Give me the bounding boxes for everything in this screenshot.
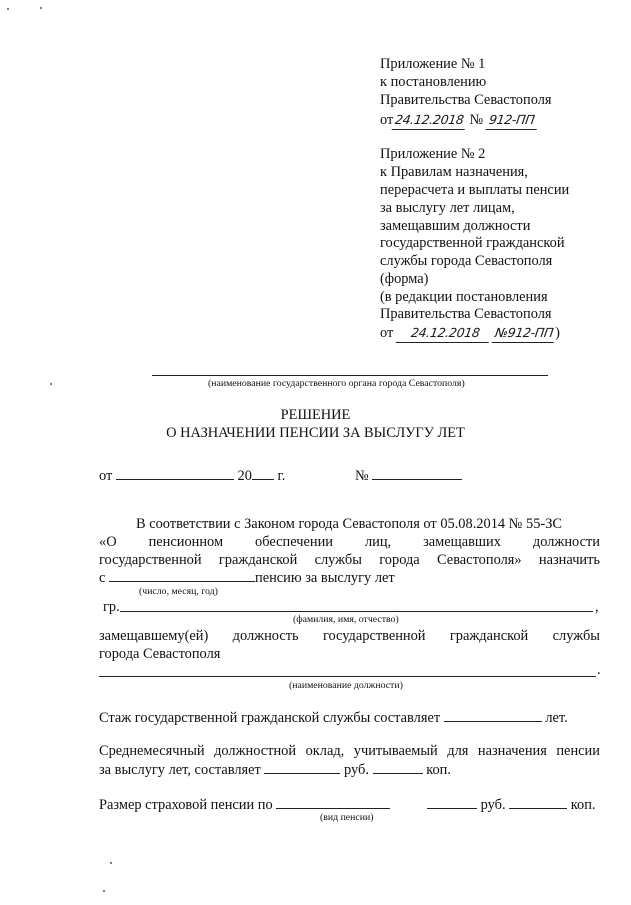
decision-date-row bbox=[99, 467, 285, 486]
caption-pension-type: (вид пенсии) bbox=[320, 812, 374, 823]
word: пенсии bbox=[556, 743, 600, 759]
scan-speck bbox=[40, 7, 42, 9]
scan-speck bbox=[110, 862, 112, 864]
decision-number-blank bbox=[372, 467, 462, 480]
word: службы bbox=[552, 628, 600, 644]
service-length-row bbox=[99, 709, 568, 728]
scan-speck bbox=[50, 383, 52, 385]
handwritten-date: 24.12.2018 bbox=[396, 324, 491, 343]
scan-speck bbox=[103, 890, 105, 892]
date-prefix: от bbox=[380, 325, 394, 341]
organ-name-line bbox=[152, 375, 548, 376]
pension-type-blank bbox=[276, 796, 390, 809]
body-line-4 bbox=[99, 569, 395, 588]
insurance-amount-row bbox=[427, 796, 596, 815]
number-sign: № bbox=[469, 112, 484, 128]
service-length-label: Стаж государственной гражданской службы составляет bbox=[99, 710, 441, 726]
word: государственной bbox=[322, 628, 426, 644]
word: гражданской bbox=[218, 552, 298, 568]
appendix-2-line: перерасчета и выплаты пенсии bbox=[380, 182, 570, 198]
appendix-2-line: государственной гражданской bbox=[380, 235, 565, 251]
word: должности bbox=[532, 534, 600, 550]
document-subtitle: О НАЗНАЧЕНИИ ПЕНСИИ ЗА ВЫСЛУГУ ЛЕТ bbox=[166, 425, 465, 441]
word: назначить bbox=[538, 552, 600, 568]
organ-caption: (наименование государственного органа города Севастополя) bbox=[208, 378, 465, 389]
appendix-1-line: к постановлению bbox=[380, 74, 487, 90]
insurance-kop-blank bbox=[509, 796, 567, 809]
word: замещавших bbox=[423, 534, 501, 550]
insurance-pension-label: Размер страховой пенсии по bbox=[99, 797, 273, 813]
pension-start-date-blank bbox=[109, 569, 255, 582]
handwritten-number: №912-ПП bbox=[492, 324, 557, 343]
word: «О bbox=[99, 534, 117, 550]
document-title: РЕШЕНИЕ bbox=[280, 407, 351, 423]
kop-label: коп. bbox=[570, 797, 596, 813]
year-suffix: г. bbox=[277, 468, 286, 484]
body-line-2 bbox=[99, 534, 600, 552]
from-label: с bbox=[99, 570, 106, 586]
decision-number-row bbox=[355, 467, 462, 486]
appendix-2-line: Правительства Севастополя bbox=[380, 306, 552, 322]
position-line-2: города Севастополя bbox=[99, 646, 221, 662]
word: государственной bbox=[99, 552, 202, 568]
citizen-prefix: гр. bbox=[103, 599, 120, 615]
word: службы bbox=[314, 552, 362, 568]
word: назначения bbox=[477, 743, 547, 759]
body-line-1: В соответствии с Законом города Севастополя от 05.08.2014 № 55-ЗС bbox=[136, 516, 562, 532]
salary-rub-blank bbox=[264, 761, 340, 774]
word: обеспечении bbox=[255, 534, 333, 550]
body-line-3 bbox=[99, 552, 600, 570]
service-years-blank bbox=[444, 709, 542, 722]
number-sign: № bbox=[355, 468, 369, 484]
word: лиц, bbox=[364, 534, 392, 550]
date-from-label: от bbox=[99, 468, 113, 484]
scan-speck bbox=[7, 8, 9, 10]
word: должность bbox=[232, 628, 299, 644]
position-line-1 bbox=[99, 628, 600, 646]
years-label: лет. bbox=[545, 710, 568, 726]
appendix-1-line: Правительства Севастополя bbox=[380, 92, 552, 108]
word: замещавшему(ей) bbox=[99, 628, 209, 644]
appendix-2-line: Приложение № 2 bbox=[380, 146, 486, 162]
year-blank bbox=[252, 467, 274, 480]
appendix-2-line: (в редакции постановления bbox=[380, 289, 548, 305]
citizen-name-line bbox=[120, 611, 593, 612]
word: пенсионном bbox=[148, 534, 224, 550]
salary-line-2 bbox=[99, 761, 451, 780]
caption-date: (число, месяц, год) bbox=[139, 586, 218, 597]
rub-label: руб. bbox=[480, 797, 506, 813]
handwritten-number: 912-ПП bbox=[486, 111, 540, 130]
caption-fio: (фамилия, имя, отчество) bbox=[293, 614, 399, 625]
position-end-dot: . bbox=[597, 662, 601, 678]
appendix-2-line: замещавшим должности bbox=[380, 218, 531, 234]
insurance-rub-blank bbox=[427, 796, 477, 809]
appendix-2-line: службы города Севастополя bbox=[380, 253, 553, 269]
salary-kop-blank bbox=[373, 761, 423, 774]
handwritten-date: 24.12.2018 bbox=[392, 111, 467, 130]
word: учитываемый bbox=[353, 743, 438, 759]
citizen-comma: , bbox=[595, 599, 599, 615]
word: Среднемесячный bbox=[99, 743, 205, 759]
appendix-2-line: к Правилам назначения, bbox=[380, 164, 528, 180]
word: оклад, bbox=[305, 743, 345, 759]
rub-label: руб. bbox=[344, 762, 369, 778]
word: должностной bbox=[214, 743, 297, 759]
appendix-2-line: (форма) bbox=[380, 271, 429, 287]
caption-position: (наименование должности) bbox=[289, 680, 403, 691]
salary-label: за выслугу лет, составляет bbox=[99, 762, 261, 778]
year-label: 20 bbox=[237, 468, 252, 484]
decision-date-blank bbox=[116, 467, 234, 480]
kop-label: коп. bbox=[426, 762, 451, 778]
word: для bbox=[447, 743, 469, 759]
salary-line-1 bbox=[99, 743, 600, 761]
appendix-2-date-row bbox=[380, 324, 560, 343]
appendix-1-date-row bbox=[380, 111, 538, 130]
close-paren: ) bbox=[555, 325, 560, 341]
appendix-1-title: Приложение № 1 bbox=[380, 56, 486, 72]
word: города bbox=[379, 552, 420, 568]
date-prefix: от bbox=[380, 112, 394, 128]
appendix-2-line: за выслугу лет лицам, bbox=[380, 200, 515, 216]
word: гражданской bbox=[449, 628, 529, 644]
position-name-line bbox=[99, 676, 596, 677]
word: Севастополя» bbox=[437, 552, 522, 568]
pension-label: пенсию за выслугу лет bbox=[255, 570, 395, 586]
